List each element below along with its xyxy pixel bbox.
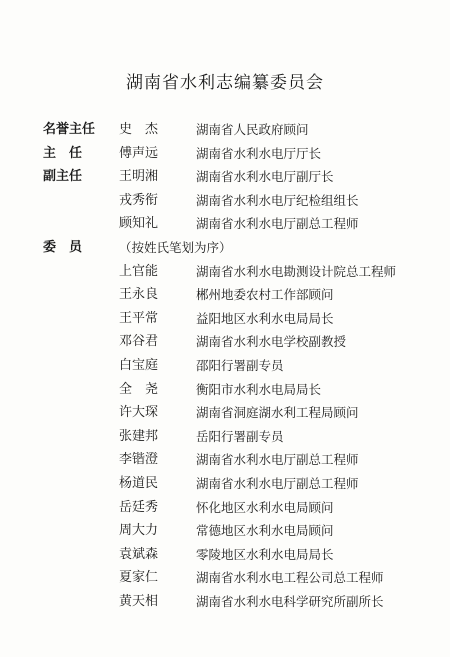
member-name: 王明湘 xyxy=(119,169,159,185)
member-name: 杨道民 xyxy=(119,475,159,491)
member-name: 王永良 xyxy=(119,287,159,303)
list-item xyxy=(0,425,450,449)
list-item xyxy=(0,330,450,354)
member-name: 顾知礼 xyxy=(119,216,159,232)
member-position: 怀化地区水利水电局顾问 xyxy=(196,499,334,515)
member-position: 邵阳行署副专员 xyxy=(196,357,284,373)
role-label: 主 任 xyxy=(43,145,83,161)
list-item xyxy=(0,448,450,472)
list-item xyxy=(0,142,450,166)
member-name: 张建邦 xyxy=(119,428,159,444)
member-position: 湖南省人民政府顾问 xyxy=(196,122,309,137)
list-item xyxy=(0,307,450,331)
member-name: 傅声远 xyxy=(119,145,159,161)
member-position: 常德地区水利水电局顾问 xyxy=(196,523,334,539)
list-item xyxy=(0,165,450,189)
list-item xyxy=(0,472,450,496)
member-position: 郴州地委农村工作部顾问 xyxy=(196,287,334,303)
member-name: 上官能 xyxy=(119,263,159,279)
role-label: 名誉主任 xyxy=(43,122,96,137)
list-item xyxy=(0,590,450,614)
member-name: 岳廷秀 xyxy=(119,499,159,515)
member-name: 全 尧 xyxy=(119,381,159,397)
member-name: 许大琛 xyxy=(119,405,159,421)
list-item xyxy=(0,354,450,378)
member-position: 衡阳市水利水电局局长 xyxy=(196,381,322,397)
member-name: 李锴澄 xyxy=(119,452,159,468)
member-name: 夏家仁 xyxy=(119,570,159,586)
member-position: 湖南省水利水电厅副总工程师 xyxy=(196,452,359,468)
list-item xyxy=(0,401,450,425)
list-item xyxy=(0,566,450,590)
list-item xyxy=(0,519,450,543)
member-name: 戎秀衔 xyxy=(119,192,159,208)
document-title: 湖南省水利志编纂委员会 xyxy=(126,73,324,93)
member-position: 零陵地区水利水电局局长 xyxy=(196,546,334,562)
member-position: 湖南省洞庭湖水利工程局顾问 xyxy=(196,405,359,421)
list-item xyxy=(0,236,450,260)
member-name: 周大力 xyxy=(119,523,159,539)
list-item xyxy=(0,283,450,307)
ordering-note: （按姓氏笔划为序） xyxy=(119,239,232,255)
member-position: 湖南省水利水电厅厅长 xyxy=(196,145,322,161)
member-name: 白宝庭 xyxy=(119,357,159,373)
member-name: 王平常 xyxy=(119,310,159,326)
member-name: 袁斌森 xyxy=(119,546,159,562)
role-label: 副主任 xyxy=(43,169,83,185)
member-position: 益阳地区水利水电局局长 xyxy=(196,310,334,326)
member-position: 湖南省水利水电学校副教授 xyxy=(196,334,347,350)
member-name: 邓谷君 xyxy=(119,334,159,350)
member-position: 湖南省水利水电厅副厅长 xyxy=(196,169,334,185)
list-item xyxy=(0,118,450,142)
member-position: 湖南省水利水电科学研究所副所长 xyxy=(196,593,384,609)
list-item xyxy=(0,189,450,213)
member-position: 湖南省水利水电厅纪检组组长 xyxy=(196,192,359,208)
list-item xyxy=(0,378,450,402)
list-item xyxy=(0,260,450,284)
member-name: 黄天相 xyxy=(119,593,159,609)
role-label: 委 员 xyxy=(43,239,83,255)
member-position: 岳阳行署副专员 xyxy=(196,428,284,444)
member-position: 湖南省水利水电厅副总工程师 xyxy=(196,475,359,491)
list-item xyxy=(0,543,450,567)
member-name: 史 杰 xyxy=(119,122,159,137)
list-item xyxy=(0,496,450,520)
committee-list xyxy=(0,118,450,613)
member-position: 湖南省水利水电厅副总工程师 xyxy=(196,216,359,232)
list-item xyxy=(0,212,450,236)
member-position: 湖南省水利水电工程公司总工程师 xyxy=(196,570,384,586)
member-position: 湖南省水利水电勘测设计院总工程师 xyxy=(196,263,397,279)
